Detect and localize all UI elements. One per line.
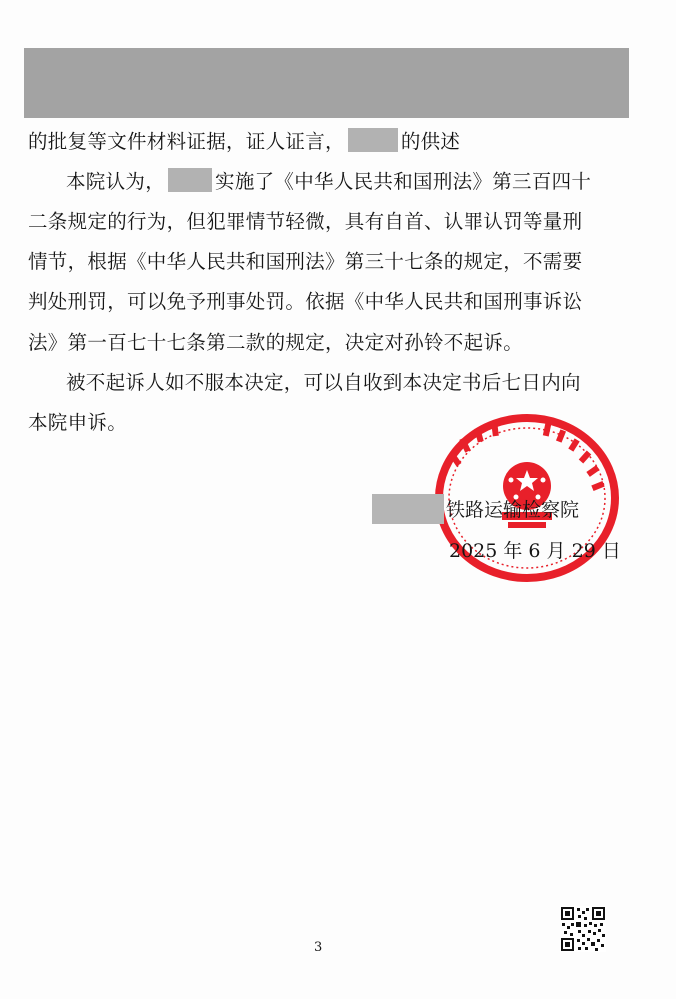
body-line-6: 法》第一百七十七条第二款的规定，决定对孙铃不起诉。 [28,331,524,354]
body-line-5: 判处刑罚，可以免予刑事处罚。依据《中华人民共和国刑事诉讼 [28,290,583,313]
redaction-mask-org [372,494,444,524]
body-line-7: 被不起诉人如不服本决定，可以自收到本决定书后七日内向 [66,371,581,394]
body-line-2 [66,168,591,195]
body-line-1 [28,128,460,155]
qr-code-icon [560,906,606,952]
line-1-text-before: 的批复等文件材料证据，证人证言， [28,130,345,153]
body-line-4: 情节，根据《中华人民共和国刑法》第三十七条的规定，不需要 [28,250,583,273]
line-1-text-after: 的供述 [400,130,461,153]
body-line-3: 二条规定的行为，但犯罪情节轻微，具有自首、认罪认罚等量刑 [28,210,583,233]
line-2-text-after: 实施了《中华人民共和国刑法》第三百四十 [215,170,592,193]
redaction-mask-name-2 [168,168,212,192]
line-2-text-before: 本院认为， [66,170,166,193]
signing-date: 2025 年 6 月 29 日 [449,540,621,562]
redaction-mask-name-1 [348,128,398,152]
body-line-8: 本院申诉。 [28,411,128,434]
redaction-block-top [24,48,629,118]
page-number: 3 [314,940,323,955]
signing-organization: 铁路运输检察院 [446,499,580,521]
